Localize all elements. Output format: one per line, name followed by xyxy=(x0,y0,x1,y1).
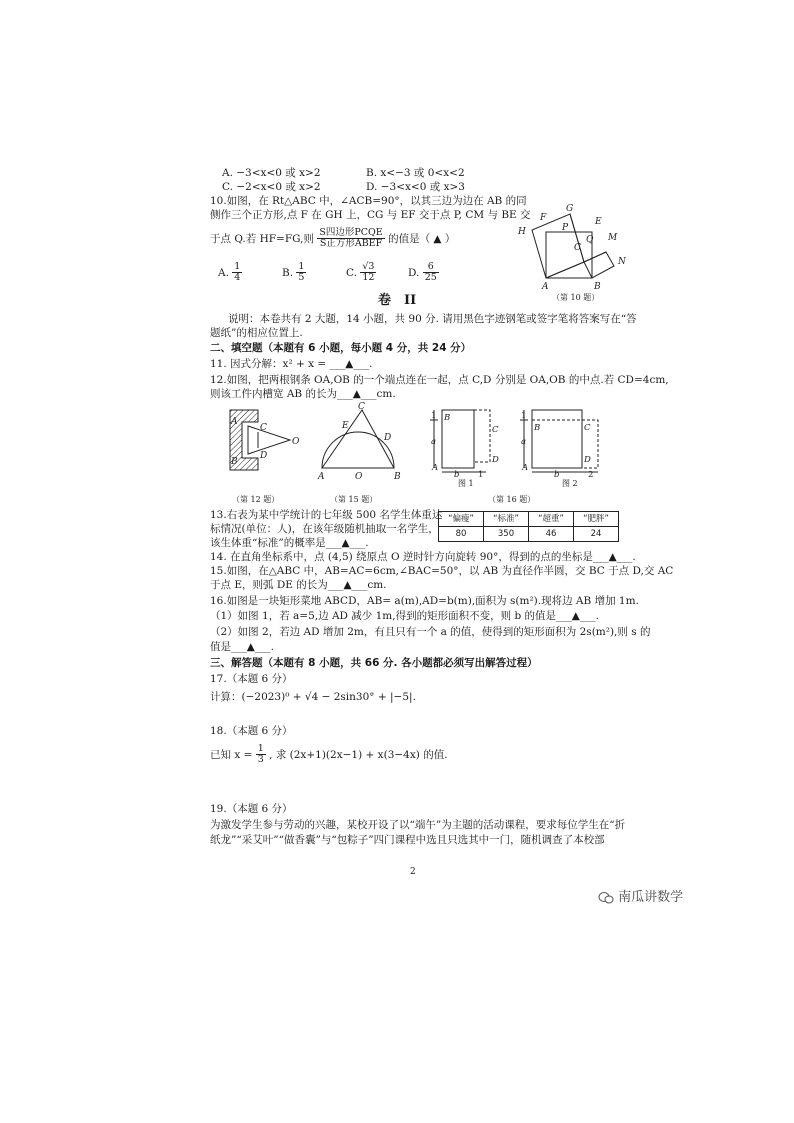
fig16-2-label-b-low: b xyxy=(554,470,560,478)
q15-line2: 于点 E，则弧 DE 的长为___▲___cm. xyxy=(210,579,387,591)
q16-line3: （2）如图 2，若边 AD 增加 2m，有且只有一个 a 的值，使得到的矩形面积为 2s(m²),则 s 的 xyxy=(210,626,651,638)
q10-line1: 10.如图，在 Rt△ABC 中，∠ACB=90°，以其三边为边在 AB 的同 xyxy=(210,195,527,207)
figure-15-diagram xyxy=(316,402,406,482)
q19-line2: 纸龙”“采艾叶”“做香囊”与“包粽子”四门课程中选且只选其中一门，随机调查了本校部 xyxy=(210,834,605,846)
q9-option-c: C. −2<x<0 或 x>2 xyxy=(222,181,321,193)
fig10-label-b: B xyxy=(594,282,601,292)
table-cell: 24 xyxy=(574,527,619,542)
table-cell: 350 xyxy=(484,527,529,542)
figure-16-caption: （第 16 题） xyxy=(488,495,536,504)
q10-option-d xyxy=(408,262,439,284)
part-2-title: 卷 II xyxy=(378,293,417,308)
fig16-1-label-1a: 1 xyxy=(431,411,437,421)
fig16-2-label-d: D xyxy=(584,455,591,465)
q10-frac-num: S四边形PCQE xyxy=(319,227,383,238)
q10-option-c xyxy=(346,262,376,284)
q10-line3-post: 的值是（ ▲ ） xyxy=(388,232,456,245)
rect-abcd-2 xyxy=(532,410,582,468)
table-header-cell: “肥胖” xyxy=(574,512,619,527)
q10-option-c-label: C. xyxy=(346,266,357,279)
fig12-label-c: C xyxy=(260,423,267,433)
q16-line1: 16.如图是一块矩形菜地 ABCD，AB= a(m),AD=b(m),面积为 s(m²).现将边 AB 增加 1m. xyxy=(210,595,639,607)
figure-12-diagram xyxy=(228,408,308,480)
q9-option-d: D. −3<x<0 或 x>3 xyxy=(366,181,465,193)
q12-line1: 12.如图，把两根钢条 OA,OB 的一个端点连在一起，点 C,D 分别是 OA,OB 的中点.若 CD=4cm, xyxy=(210,374,669,386)
section-2-title: 二、填空题（本题有 6 小题，每小题 4 分，共 24 分） xyxy=(210,342,472,354)
fig16-2-label-1: 1 xyxy=(521,411,527,421)
table-header-row xyxy=(439,512,619,527)
q17-body: 计算：(−2023)⁰ + √4 − 2sin30° + |−5|. xyxy=(210,691,416,703)
fig12-label-a: A xyxy=(231,417,238,427)
figure-16-1-label: 图 1 xyxy=(458,479,474,488)
fig16-2-label-c: C xyxy=(584,423,591,433)
q13-line3: 该生体重“标准”的概率是___▲___. xyxy=(210,537,369,549)
square-on-bc xyxy=(584,252,614,278)
fig15-label-b: B xyxy=(394,472,401,482)
q10-option-b xyxy=(282,262,306,284)
figure-15-caption: （第 15 题） xyxy=(330,495,378,504)
q10-option-c-num: √3 xyxy=(362,261,375,272)
table-header-cell: “标准” xyxy=(484,512,529,527)
fig12-label-d: D xyxy=(260,451,268,461)
fig10-label-e: E xyxy=(595,217,602,227)
q10-option-b-num: 1 xyxy=(298,261,305,272)
fig10-label-m: M xyxy=(608,233,618,243)
q16-line2: （1）如图 1，若 a=5,边 AD 减少 1m,得到的矩形面积不变，则 b 的值是___▲___. xyxy=(210,610,599,622)
q10-line3 xyxy=(210,228,455,250)
figure-10-diagram xyxy=(510,200,640,292)
q10-option-b-den: 5 xyxy=(298,272,305,284)
q10-option-d-den: 25 xyxy=(424,272,437,284)
fig10-label-c: C xyxy=(574,243,581,253)
fig16-1-label-c: C xyxy=(492,425,499,435)
fig16-1-label-b-low: b xyxy=(454,470,460,478)
q10-option-a-label: A. xyxy=(218,266,229,279)
q13-line1: 13.右表为某中学统计的七年级 500 名学生体重达 xyxy=(210,509,443,521)
fig10-label-g: G xyxy=(566,204,574,214)
fig10-label-p: P xyxy=(562,223,569,233)
q10-option-a-num: 1 xyxy=(234,261,241,272)
figure-16-2-diagram xyxy=(518,406,618,478)
weight-stats-table xyxy=(438,511,619,542)
fig10-label-f: F xyxy=(540,213,547,223)
q9-option-b: B. x<−3 或 0<x<2 xyxy=(366,167,465,179)
fig15-label-a: A xyxy=(318,472,325,482)
fig16-1-label-d: D xyxy=(492,455,499,465)
table-header-cell: “偏瘦” xyxy=(439,512,484,527)
table-header-cell: “超重” xyxy=(529,512,574,527)
q9-option-a: A. −3<x<0 或 x>2 xyxy=(222,167,321,179)
q18-pre: 已知 x = xyxy=(210,748,253,761)
q10-option-d-num: 6 xyxy=(423,262,439,273)
chat-bubble-icon xyxy=(598,891,614,905)
fig15-label-o: O xyxy=(355,472,363,482)
q10-option-d-label: D. xyxy=(408,266,420,279)
q10-line2: 侧作三个正方形,点 F 在 GH 上，CG 与 EF 交于点 P, CM 与 BE 交 xyxy=(210,209,531,221)
q10-option-a-den: 4 xyxy=(234,272,241,284)
q16-line4: 值是___▲___. xyxy=(210,641,274,653)
q19-head: 19.（本题 6 分） xyxy=(210,803,293,815)
q18-body xyxy=(210,744,448,766)
fig10-label-h: H xyxy=(518,227,526,237)
fig16-1-label-1b: 1 xyxy=(478,470,484,478)
section-3-title: 三、解答题（本题有 8 小题，共 66 分. 各小题都必须写出解答过程） xyxy=(210,657,538,669)
fig15-label-d: D xyxy=(384,433,392,443)
fig12-label-o: O xyxy=(292,437,300,447)
fig16-1-label-a: a xyxy=(431,437,437,447)
q18-den: 3 xyxy=(257,754,264,766)
q10-option-b-label: B. xyxy=(282,266,294,279)
note-line1: 说明：本卷共有 2 大题，14 小题，共 90 分. 请用黑色字迹钢笔或签字笔将答案写在“答 xyxy=(228,313,637,325)
q18-num: 1 xyxy=(257,743,264,754)
fig10-label-q: Q xyxy=(586,235,594,245)
q18-post: , 求 (2x+1)(2x−1) + x(3−4x) 的值. xyxy=(269,748,448,761)
table-cell: 46 xyxy=(529,527,574,542)
figure-12-caption: （第 12 题） xyxy=(232,495,280,504)
q13-line2: 标情况(单位：人)，在该年级随机抽取一名学生， xyxy=(210,523,439,535)
fig15-label-e: E xyxy=(342,421,349,431)
fig16-1-label-b: B xyxy=(444,413,451,423)
q10-option-c-den: 12 xyxy=(362,272,375,284)
q17-head: 17.（本题 6 分） xyxy=(210,673,293,685)
figure-16-1-diagram xyxy=(428,406,516,478)
fig12-label-b: B xyxy=(231,457,238,467)
q11: 11. 因式分解：x² + x = ___▲___. xyxy=(210,358,373,370)
q19-line1: 为激发学生参与劳动的兴趣，某校开设了以“端午”为主题的活动课程，要求每位学生在“折 xyxy=(210,819,626,831)
q10-line3-pre: 于点 Q.若 HF=FG,则 xyxy=(210,232,314,245)
q18-head: 18.（本题 6 分） xyxy=(210,725,293,737)
fig16-1-label-aa: A xyxy=(432,463,439,473)
fig16-2-label-a: a xyxy=(521,437,527,447)
fig10-label-a: A xyxy=(542,282,549,292)
q15-line1: 15.如图，在△ABC 中，AB=AC=6cm,∠BAC=50°，以 AB 为直径作半圆，交 BC 于点 D,交 AC xyxy=(210,565,674,577)
figure-10-caption: （第 10 题） xyxy=(552,293,600,302)
fig16-2-label-aa: A xyxy=(522,463,529,473)
fig16-2-label-b: B xyxy=(534,423,541,433)
q12-line2: 则该工件内槽宽 AB 的长为___▲___cm. xyxy=(210,388,396,400)
q14: 14. 在直角坐标系中，点 (4,5) 绕原点 O 逆时针方向旋转 90°，得到的点的坐标是___▲___. xyxy=(210,551,636,563)
table-row xyxy=(439,527,619,542)
q10-option-a xyxy=(218,262,242,284)
fig10-label-n: N xyxy=(618,257,626,267)
q10-area-ratio xyxy=(317,228,384,250)
note-line2: 题纸”的相应位置上. xyxy=(210,327,303,339)
fig15-label-c: C xyxy=(358,402,365,412)
figure-16-2-label: 图 2 xyxy=(562,479,578,488)
watermark xyxy=(598,889,683,908)
q10-options xyxy=(218,262,478,292)
fig16-2-label-2: 2 xyxy=(588,470,594,478)
q10-frac-den: S正方形ABEF xyxy=(319,238,383,250)
page-number: 2 xyxy=(410,867,416,877)
table-cell: 80 xyxy=(439,527,484,542)
watermark-text: 南瓜讲数学 xyxy=(618,890,684,905)
